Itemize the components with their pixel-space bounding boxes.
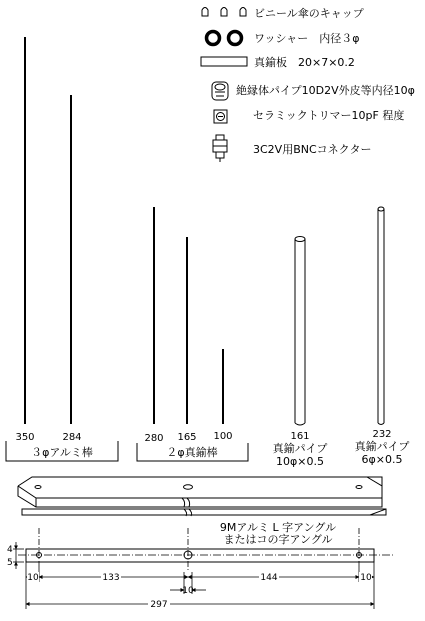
legend-brass-plate-label: 真鍮板 20×7×0.2 — [254, 56, 355, 69]
umbrella-cap-icon — [202, 8, 246, 17]
dim-297: 297 — [150, 600, 168, 610]
pipe6-caption-line2: 6φ×0.5 — [361, 453, 403, 466]
legend — [201, 7, 415, 162]
dim-10-left: 10 — [27, 573, 39, 583]
pipe10-caption-line1: 真鍮パイプ — [272, 442, 328, 455]
dim-5: 5 — [7, 558, 13, 568]
pipe-length-161: 161 — [290, 431, 310, 442]
rod-length-165: 165 — [177, 432, 197, 443]
pipe6-caption-line1: 真鍮パイプ — [354, 440, 410, 453]
angle-bar-top-view — [18, 528, 394, 572]
brass-pipe-10 — [295, 237, 305, 426]
angle-bar-front — [22, 509, 386, 516]
dim-10-right: 10 — [360, 573, 372, 583]
alu-rod-label: ３φアルミ棒 — [31, 446, 93, 459]
rod-length-350: 350 — [15, 432, 35, 443]
angle-bar-3d — [18, 477, 382, 507]
dim-4: 4 — [7, 545, 13, 555]
rod-length-100: 100 — [213, 431, 233, 442]
legend-caps-label: ビニール傘のキャップ — [254, 7, 364, 20]
bnc-connector-icon — [213, 135, 227, 162]
pipe10-caption-line2: 10φ×0.5 — [276, 455, 324, 468]
legend-bnc-label: 3C2V用BNCコネクター — [253, 143, 372, 156]
angle-caption-line1: 9Mアルミ L 字アングル — [219, 521, 337, 534]
pipe-length-232: 232 — [372, 429, 392, 440]
dim-144: 144 — [260, 573, 278, 583]
brass-rod-label: ２φ真鍮棒 — [166, 446, 218, 459]
brass-plate-icon — [201, 57, 247, 66]
angle-caption-line2: またはコの字アングル — [223, 533, 333, 546]
trimmer-icon — [214, 110, 227, 123]
rod-length-280: 280 — [144, 433, 164, 444]
legend-trimmer-label: セラミックトリマー10pF 程度 — [253, 109, 405, 122]
legend-washers-label: ワッシャー 内径３φ — [254, 32, 360, 45]
rods — [6, 37, 409, 468]
insulator-pipe-icon — [212, 82, 228, 100]
dim-10-center: 10 — [182, 586, 194, 596]
rod-length-284: 284 — [62, 432, 82, 443]
brass-pipe-6 — [378, 207, 384, 425]
legend-insulator-pipe-label: 絶縁体パイプ10D2V外皮等内径10φ — [236, 84, 415, 97]
dim-133: 133 — [102, 573, 120, 583]
washer-icon — [207, 32, 242, 45]
dimensions — [13, 542, 374, 609]
